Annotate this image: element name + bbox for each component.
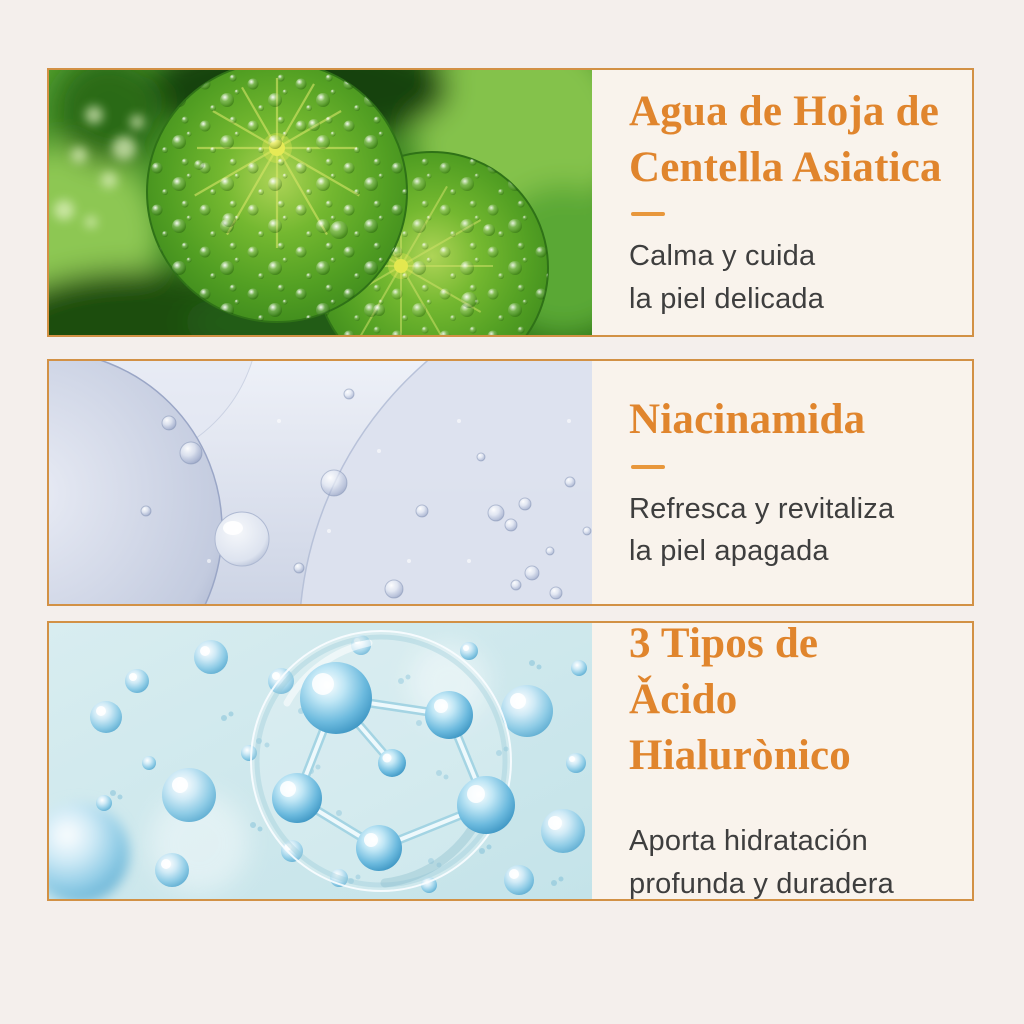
title-line: Niacinamida (629, 395, 866, 443)
title-line: Agua de Hoja de (629, 87, 939, 135)
description-line: la piel delicada (629, 283, 825, 316)
description-line: profunda y duradera (629, 867, 894, 900)
hyaluronic-molecule-photo (49, 623, 592, 899)
title-line: 3 Tipos de (629, 620, 819, 668)
niacinamide-bubbles-photo (49, 361, 592, 604)
title-underline-dash (631, 465, 665, 469)
niacinamide-bubbles-illustration (49, 361, 592, 604)
panel-acido-hialuronico-title (629, 616, 964, 784)
panel-centella-description (629, 235, 964, 321)
panel-niacinamida-title (629, 392, 964, 448)
panel-acido-hialuronico-text (592, 620, 972, 900)
panel-niacinamida-description (629, 488, 964, 574)
centella-leaf-photo (49, 70, 592, 335)
panel-centella-text (592, 70, 972, 335)
title-underline-dash (631, 212, 665, 216)
panel-niacinamida-text (592, 361, 972, 604)
panel-centella (47, 68, 974, 337)
ingredient-infographic (47, 68, 974, 901)
description-line: la piel apagada (629, 535, 829, 568)
description-line: Calma y cuida (629, 240, 816, 273)
centella-leaf-illustration (49, 70, 592, 335)
panel-niacinamida (47, 359, 974, 606)
panel-acido-hialuronico-description (629, 820, 964, 906)
description-line: Aporta hidratación (629, 824, 868, 857)
panel-acido-hialuronico (47, 621, 974, 901)
title-line: Centella Asiatica (629, 143, 942, 191)
hyaluronic-molecule-illustration (49, 623, 592, 899)
panel-centella-title (629, 84, 964, 196)
title-line: Ǎcido Hialurònico (629, 676, 851, 780)
description-line: Refresca y revitaliza (629, 492, 895, 525)
